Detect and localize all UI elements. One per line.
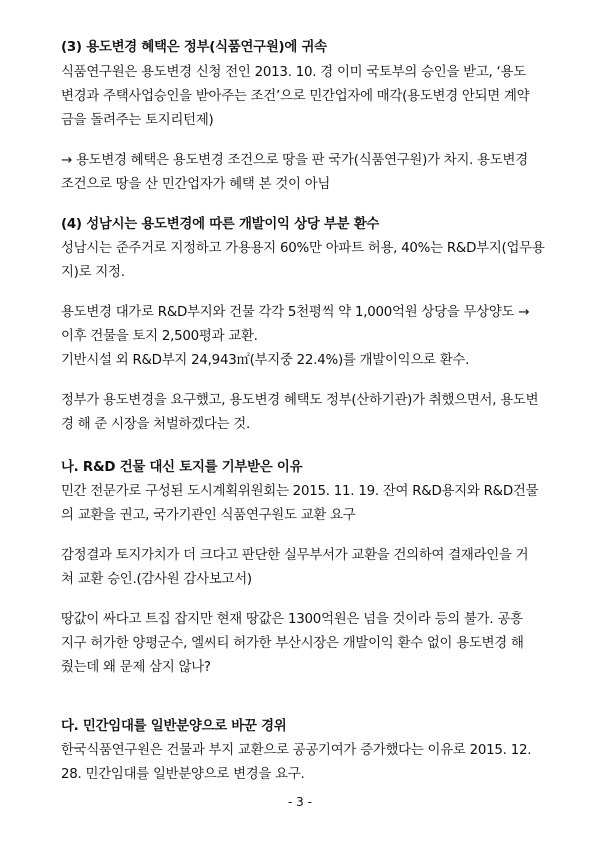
page-number: - 3 - <box>288 795 312 809</box>
paragraph-line: 조건으로 땅을 산 민간업자가 혜택 본 것이 아님 <box>61 177 331 192</box>
paragraph-line: 이후 건물을 토지 2,500평과 교환. <box>61 329 258 344</box>
paragraph-line: 28. 민간임대를 일반분양으로 변경을 요구. <box>61 767 305 782</box>
paragraph-line: 한국식품연구원은 건물과 부지 교환으로 공공기여가 증가했다는 이유로 2015. 12. <box>61 743 532 758</box>
paragraph-line: 경 해 준 시장을 처벌하겠다는 것. <box>61 417 250 432</box>
paragraph-line: 기반시설 외 R&D부지 24,943㎡(부지중 22.4%)를 개발이익으로 환수. <box>61 353 470 368</box>
paragraph-line: 줬는데 왜 문제 삼지 않나? <box>61 660 211 675</box>
paragraph-line: 성남시는 준주거로 지정하고 가용용지 60%만 아파트 허용, 40%는 R&D부지(업무용 <box>61 241 545 256</box>
section-heading: (3) 용도변경 혜택은 정부(식품연구원)에 귀속 <box>61 40 327 55</box>
paragraph-line: 땅값이 싸다고 트집 잡지만 현재 땅값은 1300억원은 넘을 것이라 등의 불가. 공흥 <box>61 612 523 627</box>
paragraph-line: 정부가 용도변경을 요구했고, 용도변경 혜택도 정부(산하기관)가 취했으면서, 용도변 <box>61 393 539 408</box>
paragraph-line: 용도변경 대가로 R&D부지와 건물 각각 5천평씩 약 1,000억원 상당을 무상양도 → <box>61 305 530 320</box>
paragraph-line: 식품연구원은 용도변경 신청 전인 2013. 10. 경 이미 국토부의 승인을 받고, ‘용도 <box>61 65 526 80</box>
section-heading: 나. R&D 건물 대신 토지를 기부받은 이유 <box>61 460 303 475</box>
section-heading: 다. 민간임대를 일반분양으로 바꾼 경위 <box>61 719 287 734</box>
paragraph-line: 의 교환을 권고, 국가기관인 식품연구원도 교환 요구 <box>61 508 356 523</box>
paragraph-line: 쳐 교환 승인.(감사원 감사보고서) <box>61 572 252 587</box>
paragraph-line: 민간 전문가로 구성된 도시계획위원회는 2015. 11. 19. 잔여 R&D용지와 R&D건물 <box>61 484 539 499</box>
paragraph-line: 변경과 주택사업승인을 받아주는 조건’으로 민간업자에 매각(용도변경 안되면 계약 <box>61 89 530 104</box>
paragraph-line: → 용도변경 혜택은 용도변경 조건으로 땅을 판 국가(식품연구원)가 차지. 용도변경 <box>61 153 528 168</box>
paragraph-line: 지구 허가한 양평군수, 엘씨티 허가한 부산시장은 개발이익 환수 없이 용도변경 해 <box>61 636 524 651</box>
paragraph-line: 지)로 지정. <box>61 265 125 280</box>
paragraph-line: 감정결과 토지가치가 더 크다고 판단한 실무부서가 교환을 건의하여 결재라인을 거 <box>61 548 529 563</box>
section-heading: (4) 성남시는 용도변경에 따른 개발이익 상당 부분 환수 <box>61 217 380 232</box>
paragraph-line: 금을 돌려주는 토지리턴제) <box>61 113 214 128</box>
